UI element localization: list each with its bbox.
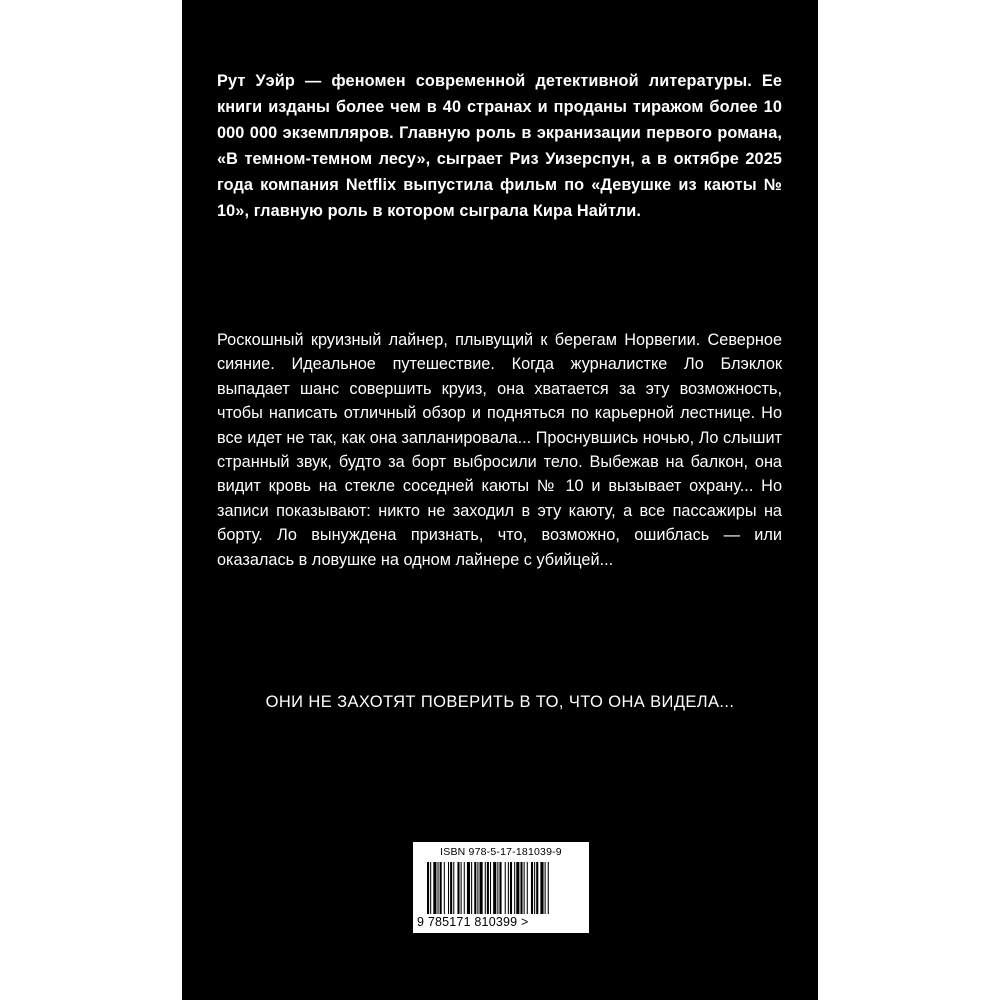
author-bio: Рут Уэйр — феномен современной детективной литературы. Ее книги изданы более чем в 40 странах и проданы тиражом более 10 000 000 экземпляров. Главную роль в экранизации первого романа, «В темном-темном лесу», сыграет Риз Уизерспун, а в октябре 2025 года компания Netflix выпустила фильм по «Девушке из каюты № 10», главную роль в котором сыграла Кира Найтли. xyxy=(217,72,782,220)
barcode-bar xyxy=(467,862,470,914)
barcode-bar xyxy=(487,862,489,914)
barcode-bar xyxy=(508,862,509,914)
barcode-bar xyxy=(427,862,429,914)
barcode-bar xyxy=(433,862,436,914)
barcode-bar xyxy=(499,862,501,914)
barcode-bar xyxy=(540,862,543,914)
barcode-bar xyxy=(438,862,439,914)
barcode-bar xyxy=(531,862,533,914)
barcode-bar xyxy=(480,862,483,914)
barcode-bar xyxy=(477,862,478,914)
barcode-bar xyxy=(497,862,498,914)
barcode-bar xyxy=(444,862,445,914)
book-blurb: Роскошный круизный лайнер, плывущий к берегам Норвегии. Северное сияние. Идеальное путешествие. Когда журналистке Ло Блэклок выпадает шанс совершить круиз, она хватается за эту возможность, чтобы написать отличный обзор и подняться по карьерной лестнице. Но все идет не так, как она запланировала... Проснувшись ночью, Ло слышит странный звук, будто за борт выбросили тело. Выбежав на балкон, она видит кровь на стекле соседней каюты № 10 и вызывает охрану... Но записи показывают: никто не заходил в эту каюту, а все пассажиры на борту. Ло вынуждена признать, что, возможно, ошиблась — или оказалась в ловушке на одном лайнере с убийцей... xyxy=(217,331,782,569)
barcode-bar xyxy=(524,862,525,914)
barcode-bar xyxy=(450,862,452,914)
tagline: ОНИ НЕ ЗАХОТЯТ ПОВЕРИТЬ В ТО, ЧТО ОНА ВИДЕЛА... xyxy=(265,693,735,711)
barcode-bar xyxy=(461,862,462,914)
barcode-bar xyxy=(510,862,512,914)
barcode-digits: 9 785171 810399 > xyxy=(417,915,529,929)
barcode-bar xyxy=(534,862,535,914)
barcode-bar xyxy=(430,862,431,914)
barcode-bar xyxy=(505,862,506,914)
isbn-barcode xyxy=(413,842,589,933)
barcode-bar xyxy=(520,862,522,914)
barcode-bar xyxy=(490,862,491,914)
barcode-bar xyxy=(527,862,528,914)
barcode-bar xyxy=(448,862,449,914)
book-back-cover xyxy=(182,0,818,1000)
barcode-bar xyxy=(471,862,472,914)
isbn-label: ISBN 978-5-17-181039-9 xyxy=(440,846,562,858)
barcode-bar xyxy=(516,862,519,914)
barcode-bar xyxy=(493,862,496,914)
barcode-bar xyxy=(536,862,538,914)
barcode-bars xyxy=(427,862,575,914)
barcode-bar xyxy=(453,862,454,914)
barcode-bar xyxy=(545,862,546,914)
barcode-bar xyxy=(514,862,515,914)
barcode-bar xyxy=(548,862,549,914)
barcode-bar xyxy=(474,862,476,914)
barcode-bar xyxy=(485,862,486,914)
barcode-bar xyxy=(457,862,459,914)
barcode-bar xyxy=(464,862,465,914)
barcode-bar xyxy=(440,862,442,914)
